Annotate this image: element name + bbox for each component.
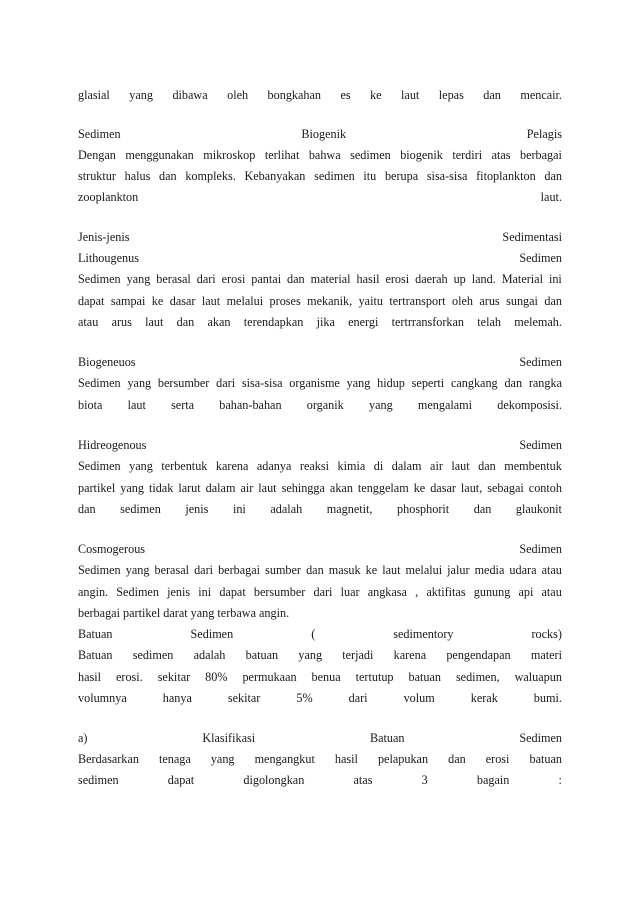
word: yang: [127, 376, 152, 390]
word: tertutup: [355, 670, 394, 684]
word: dari: [348, 691, 368, 705]
word: dalam: [391, 459, 422, 473]
text-line: [78, 670, 562, 684]
word: waluapun: [514, 670, 562, 684]
word: tenaga: [158, 752, 191, 766]
word: laut: [451, 459, 470, 473]
word: luar: [340, 585, 360, 599]
word: batuan: [408, 670, 441, 684]
text-line: [78, 169, 562, 183]
word: energi: [348, 315, 379, 329]
word: pelapukan: [377, 752, 429, 766]
word: hasil: [78, 670, 102, 684]
word: mengalami: [417, 398, 473, 412]
word: melalui: [405, 563, 443, 577]
word: Sedimen: [519, 355, 562, 369]
word: ini: [548, 272, 562, 286]
text-line: [78, 251, 562, 265]
word: fitoplankton: [476, 169, 536, 183]
word: dan: [306, 563, 324, 577]
word: yang: [120, 481, 144, 495]
word: berasal: [154, 563, 189, 577]
word: hasil: [356, 272, 380, 286]
word: melalui: [226, 294, 264, 308]
word: akan: [207, 315, 231, 329]
text-line: [78, 627, 562, 641]
word: daerah: [415, 272, 448, 286]
word: angkasa: [367, 585, 407, 599]
word: struktur: [78, 169, 116, 183]
word: organik: [306, 398, 344, 412]
text-line: [78, 691, 562, 705]
word: api: [518, 585, 534, 599]
word: Pelagis: [526, 127, 562, 141]
word: jika: [316, 315, 335, 329]
word: hanya: [162, 691, 192, 705]
word: dapat: [219, 585, 246, 599]
word: Kebanyakan: [244, 169, 306, 183]
word: atas: [353, 773, 373, 787]
word: sedimen,: [455, 670, 500, 684]
word: itu: [363, 169, 377, 183]
word: lepas: [438, 88, 464, 102]
text-line: [78, 398, 562, 412]
word: dan: [544, 294, 562, 308]
word: :: [558, 773, 562, 787]
word: kompleks.: [185, 169, 236, 183]
word: dasar: [430, 481, 456, 495]
word: Sedimen: [78, 459, 121, 473]
word: berupa: [384, 169, 419, 183]
word: erosi: [485, 752, 510, 766]
word: ke: [413, 481, 426, 495]
word: Batuan: [78, 627, 113, 641]
word: Sedimen: [519, 438, 562, 452]
word: organisme: [289, 376, 340, 390]
word: sedimen: [78, 773, 119, 787]
word: up: [453, 272, 466, 286]
word: adalah: [193, 648, 226, 662]
word: Biogeneuos: [78, 355, 136, 369]
word: mikroskop: [203, 148, 256, 162]
word: dan: [159, 169, 177, 183]
word: hidup: [377, 376, 405, 390]
word: terbentuk: [161, 459, 208, 473]
word: dan: [478, 459, 496, 473]
text-line: [78, 272, 562, 286]
word: mengangkut: [254, 752, 315, 766]
word: tertrransforkan: [391, 315, 465, 329]
word: dari: [313, 585, 333, 599]
word: yang: [210, 752, 235, 766]
word: magnetit,: [326, 502, 373, 516]
word: telah: [477, 315, 501, 329]
text-line: [78, 731, 562, 745]
word: terlihat: [264, 148, 300, 162]
word: Sedimen: [519, 542, 562, 556]
word: berbagai: [218, 563, 261, 577]
word: dapat: [78, 294, 105, 308]
text-line: [78, 481, 562, 495]
text-line: [78, 315, 562, 329]
word: yaitu: [358, 294, 383, 308]
word: aktifitas: [426, 585, 466, 599]
word: rocks): [531, 627, 562, 641]
word: mencair.: [520, 88, 562, 102]
word: Berdasarkan: [78, 752, 139, 766]
word: sumber: [265, 563, 301, 577]
word: bagain: [476, 773, 510, 787]
word: Sedimen: [78, 127, 121, 141]
word: material: [310, 272, 351, 286]
word: berbagai: [519, 148, 562, 162]
word: Batuan: [369, 731, 405, 745]
word: hasil: [334, 752, 358, 766]
word: Sedimen: [519, 731, 562, 745]
word: biota: [78, 398, 103, 412]
word: Jenis-jenis: [78, 230, 130, 244]
word: dan: [544, 169, 562, 183]
word: oleh: [451, 294, 473, 308]
word: tidak: [148, 481, 174, 495]
word: bumi.: [533, 691, 562, 705]
word: kimia: [337, 459, 366, 473]
word: Hidreogenous: [78, 438, 147, 452]
word: bersumber: [157, 376, 210, 390]
word: terendapkan: [243, 315, 304, 329]
word: digolongkan: [243, 773, 305, 787]
word: jenis: [167, 585, 191, 599]
word: laut: [127, 398, 146, 412]
word: pantai: [251, 272, 282, 286]
word: terdiri: [452, 148, 483, 162]
word: dalam: [205, 481, 236, 495]
word: ini: [198, 585, 212, 599]
word: Sedimen: [116, 585, 159, 599]
word: berbagai partikel darat yang terbawa angin.: [78, 606, 290, 620]
word: glaukonit: [515, 502, 562, 516]
word: ini: [232, 502, 246, 516]
word: Biogenik: [301, 127, 347, 141]
word: larut: [178, 481, 201, 495]
word: atas: [491, 148, 511, 162]
word: sekitar: [157, 670, 191, 684]
word: sisa-sisa: [426, 169, 468, 183]
word: ke: [365, 563, 378, 577]
text-line: [78, 542, 562, 556]
text-line: [78, 752, 562, 766]
word: atau: [541, 563, 562, 577]
word: Cosmogerous: [78, 542, 146, 556]
word: air: [240, 481, 254, 495]
word: menggunakan: [125, 148, 194, 162]
word: es: [340, 88, 351, 102]
word: (: [311, 627, 316, 641]
word: yang: [298, 648, 323, 662]
word: pengendapan: [446, 648, 511, 662]
word: dasar: [169, 294, 196, 308]
word: proses: [269, 294, 301, 308]
word: permukaan: [242, 670, 297, 684]
text-line: [78, 148, 562, 162]
word: laut.: [540, 190, 562, 204]
word: glasial: [78, 88, 110, 102]
word: 80%: [205, 670, 228, 684]
word: laut: [401, 88, 420, 102]
word: karena: [393, 648, 427, 662]
word: dan: [176, 315, 195, 329]
word: dan: [483, 88, 501, 102]
word: volum: [403, 691, 435, 705]
text-line: [78, 563, 562, 577]
word: zooplankton: [78, 190, 139, 204]
word: arus: [479, 294, 500, 308]
word: membentuk: [504, 459, 562, 473]
text-line: [78, 606, 562, 620]
word: batuan: [245, 648, 279, 662]
word: Sedimen: [78, 376, 121, 390]
word: kerak: [470, 691, 498, 705]
word: Batuan: [78, 648, 113, 662]
word: benua: [311, 670, 341, 684]
word: serta: [171, 398, 195, 412]
word: udara: [509, 563, 537, 577]
word: batuan: [529, 752, 562, 766]
word: bahwa: [308, 148, 341, 162]
word: halus: [124, 169, 151, 183]
word: yang: [129, 88, 153, 102]
word: Material: [501, 272, 543, 286]
word: masuk: [328, 563, 361, 577]
word: yang: [368, 398, 393, 412]
word: erosi: [385, 272, 410, 286]
word: land.: [471, 272, 496, 286]
word: rangka: [528, 376, 562, 390]
text-line: [78, 88, 562, 102]
word: sebagai: [487, 481, 524, 495]
word: adalah: [270, 502, 303, 516]
word: sedimentory: [393, 627, 454, 641]
word: angin.: [78, 585, 109, 599]
word: gunung: [473, 585, 511, 599]
word: dan: [504, 376, 523, 390]
text-line: [78, 190, 562, 204]
word: jalur: [447, 563, 470, 577]
word: media: [474, 563, 505, 577]
word: laut: [145, 315, 164, 329]
word: dari: [216, 376, 236, 390]
word: Lithougenus: [78, 251, 139, 265]
word: Sedimen: [78, 563, 121, 577]
word: yang: [129, 459, 153, 473]
word: 3: [421, 773, 428, 787]
word: ke: [370, 88, 382, 102]
word: laut: [258, 481, 277, 495]
word: dan: [287, 272, 305, 286]
word: dapat: [167, 773, 195, 787]
word: dibawa: [172, 88, 208, 102]
word: yang: [126, 272, 151, 286]
word: Dengan: [78, 148, 116, 162]
word: a): [78, 731, 88, 745]
word: tertransport: [389, 294, 446, 308]
word: biogenik: [400, 148, 443, 162]
word: mekanik,: [307, 294, 353, 308]
word: dan: [78, 502, 96, 516]
word: Sedimen: [78, 272, 121, 286]
word: sampai: [110, 294, 146, 308]
word: sehingga: [281, 481, 325, 495]
word: dari: [196, 272, 216, 286]
word: Sedimen: [519, 251, 562, 265]
word: contoh: [528, 481, 562, 495]
word: tenggelam: [357, 481, 409, 495]
word: yang: [125, 563, 150, 577]
word: partikel: [78, 481, 116, 495]
text-line: [78, 648, 562, 662]
word: sungai: [506, 294, 538, 308]
text-line: [78, 127, 562, 141]
word: sedimen: [120, 502, 161, 516]
text-line: [78, 585, 562, 599]
word: 5%: [296, 691, 313, 705]
word: Klasifikasi: [202, 731, 256, 745]
text-line: [78, 502, 562, 516]
word: dekomposisi.: [497, 398, 562, 412]
word: berasal: [156, 272, 191, 286]
text-line: [78, 355, 562, 369]
word: sedimen: [350, 148, 391, 162]
word: phosphorit: [397, 502, 450, 516]
word: atau: [541, 585, 562, 599]
word: bongkahan: [267, 88, 322, 102]
word: bahan-bahan: [219, 398, 282, 412]
word: erosi.: [115, 670, 143, 684]
word: ,: [415, 585, 419, 599]
word: volumnya: [78, 691, 127, 705]
word: reaksi: [299, 459, 329, 473]
word: seperti: [411, 376, 445, 390]
word: sekitar: [227, 691, 261, 705]
word: laut: [201, 294, 221, 308]
word: jenis: [185, 502, 209, 516]
word: adanya: [256, 459, 292, 473]
word: di: [373, 459, 384, 473]
text-line: [78, 773, 562, 787]
word: ke: [151, 294, 164, 308]
word: erosi: [221, 272, 246, 286]
word: air: [430, 459, 443, 473]
word: sedimen: [132, 648, 174, 662]
word: cangkang: [450, 376, 498, 390]
word: sisa-sisa: [241, 376, 283, 390]
word: dari: [194, 563, 214, 577]
word: melemah.: [514, 315, 562, 329]
word: dan: [473, 502, 492, 516]
text-line: [78, 459, 562, 473]
word: laut,: [460, 481, 483, 495]
word: Sedimentasi: [502, 230, 562, 244]
word: sedimen: [314, 169, 355, 183]
word: bersumber: [253, 585, 306, 599]
text-line: [78, 438, 562, 452]
text-line: [78, 294, 562, 308]
word: oleh: [227, 88, 249, 102]
word: yang: [346, 376, 371, 390]
word: dan: [448, 752, 466, 766]
word: arus: [111, 315, 132, 329]
word: akan: [329, 481, 353, 495]
word: laut: [382, 563, 401, 577]
word: karena: [215, 459, 249, 473]
word: Sedimen: [190, 627, 234, 641]
text-line: [78, 230, 562, 244]
text-line: [78, 376, 562, 390]
word: atau: [78, 315, 99, 329]
word: terjadi: [342, 648, 374, 662]
word: materi: [530, 648, 562, 662]
